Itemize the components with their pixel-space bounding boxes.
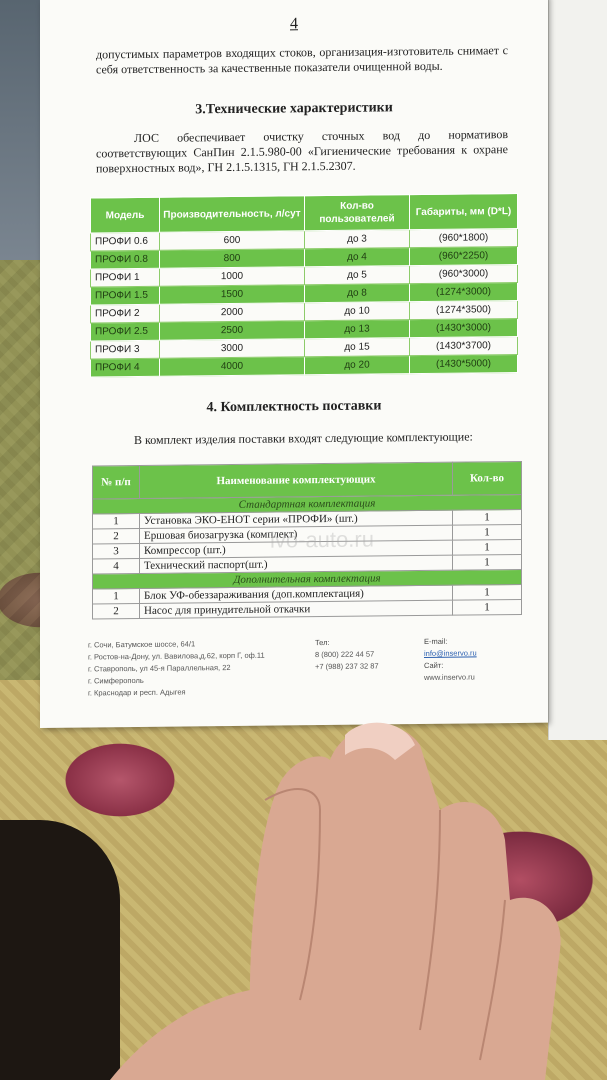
qty-cell: 1 [453, 554, 522, 570]
users-cell: до 20 [305, 356, 410, 375]
model-cell: ПРОФИ 3 [91, 340, 160, 359]
hand-photo [0, 700, 607, 1080]
address-line: г. Сочи, Батумское шоссе, 64/1 [88, 639, 196, 650]
address-line: г. Ставрополь, ул 45-я Параллельная, 22 [88, 663, 231, 674]
number-cell: 2 [93, 528, 140, 543]
number-cell: 1 [93, 513, 140, 528]
table-header-row [91, 193, 518, 232]
intro-paragraph: допустимых параметров входящих стоков, организация-изготовитель снимает с себя ответственность за качественные показатели очищенной воды. [96, 43, 508, 77]
kit-header-number: № п/п [93, 465, 140, 498]
phone-line: 8 (800) 222 44 57 [315, 649, 375, 660]
header-capacity: Производительность, л/сут [160, 196, 305, 233]
users-cell: до 10 [305, 302, 410, 321]
footer-phones [315, 636, 425, 673]
name-cell: Технический паспорт(шт.) [140, 555, 453, 573]
qty-cell: 1 [453, 509, 522, 525]
qty-cell: 1 [453, 599, 522, 615]
section-4-title: 4. Комплектность поставки [206, 398, 382, 416]
name-cell: Установка ЭКО-ЕНОТ серии «ПРОФИ» (шт.) [140, 510, 453, 528]
model-cell: ПРОФИ 2.5 [91, 322, 160, 341]
model-cell: ПРОФИ 1.5 [91, 286, 160, 305]
name-cell: Ершовая биозагрузка (комплект) [140, 525, 453, 543]
address-line: г. Ростов-на-Дону, ул. Вавилова,д.62, корп Г, оф.11 [88, 650, 265, 662]
standard-section-label: Стандартная комплектация [93, 494, 522, 513]
qty-cell: 1 [453, 539, 522, 555]
users-cell: до 3 [305, 230, 410, 249]
phone-line: +7 (988) 237 32 87 [315, 661, 379, 672]
next-page-edge [548, 0, 607, 740]
users-cell: до 4 [305, 248, 410, 267]
dimensions-cell: (1430*3000) [410, 318, 518, 337]
email-link[interactable]: info@inservo.ru [424, 648, 477, 658]
number-cell: 4 [93, 558, 140, 573]
model-cell: ПРОФИ 1 [91, 268, 160, 287]
tel-label: Тел: [315, 637, 330, 648]
users-cell: до 13 [305, 320, 410, 339]
booklet-page [40, 0, 548, 728]
name-cell: Блок УФ-обеззараживания (доп.комплектация) [140, 585, 453, 603]
capacity-cell: 2500 [160, 321, 305, 341]
dimensions-cell: (960*3000) [410, 264, 518, 283]
address-line: г. Краснодар и респ. Адыгея [88, 687, 186, 698]
name-cell: Насос для принудительной откачки [140, 600, 453, 618]
capacity-cell: 3000 [160, 339, 305, 359]
site-link[interactable]: www.inservo.ru [424, 672, 475, 682]
model-cell: ПРОФИ 2 [91, 304, 160, 323]
qty-cell: 1 [453, 524, 522, 540]
capacity-cell: 1000 [160, 267, 305, 287]
number-cell: 1 [93, 588, 140, 603]
users-cell: до 8 [305, 284, 410, 303]
users-cell: до 15 [305, 338, 410, 357]
number-cell: 2 [93, 603, 140, 618]
capacity-cell: 4000 [160, 357, 305, 377]
section-4-text: В комплект изделия поставки входят следующие комплектующие: [134, 429, 473, 448]
model-cell: ПРОФИ 0.8 [91, 250, 160, 269]
name-cell: Компрессор (шт.) [140, 540, 453, 558]
dimensions-cell: (1274*3000) [410, 282, 518, 301]
email-label: E-mail: [424, 636, 448, 646]
header-dimensions: Габариты, мм (D*L) [410, 193, 518, 229]
capacity-cell: 2000 [160, 303, 305, 323]
extra-section-label: Дополнительная комплектация [93, 569, 522, 588]
model-cell: ПРОФИ 0.6 [91, 232, 160, 251]
kit-header-row [93, 461, 522, 498]
footer-addresses [88, 637, 298, 699]
watermark: ivo-auto.ru [270, 526, 374, 553]
kit-header-qty: Кол-во [453, 461, 522, 495]
dimensions-cell: (1430*3700) [410, 336, 518, 355]
dimensions-cell: (1430*5000) [410, 354, 518, 373]
capacity-cell: 600 [160, 231, 305, 251]
footer-contacts [424, 635, 524, 684]
section-3-text: ЛОС обеспечивает очистку сточных вод до нормативов соответствующих СанПин 2.1.5.980-00 «Гигиенические требования к охране поверхностных вод», ГН 2.1.5.1315, ГН 2.1.5.2307. [96, 127, 508, 176]
users-cell: до 5 [305, 266, 410, 285]
address-line: г. Симферополь [88, 675, 144, 686]
page-number: 4 [290, 15, 298, 33]
dimensions-cell: (960*2250) [410, 246, 518, 265]
capacity-cell: 1500 [160, 285, 305, 305]
kit-header-name: Наименование комплектующих [140, 462, 453, 498]
number-cell: 3 [93, 543, 140, 558]
section-3-title: 3.Технические характеристики [195, 100, 393, 118]
header-model: Модель [91, 197, 160, 233]
table-row [91, 354, 518, 376]
qty-cell: 1 [453, 584, 522, 600]
dimensions-cell: (960*1800) [410, 228, 518, 247]
header-users: Кол-во пользователей [305, 195, 410, 231]
technical-specs-table [90, 193, 518, 377]
site-label: Сайт: [424, 660, 444, 670]
capacity-cell: 800 [160, 249, 305, 269]
model-cell: ПРОФИ 4 [91, 358, 160, 377]
dimensions-cell: (1274*3500) [410, 300, 518, 319]
